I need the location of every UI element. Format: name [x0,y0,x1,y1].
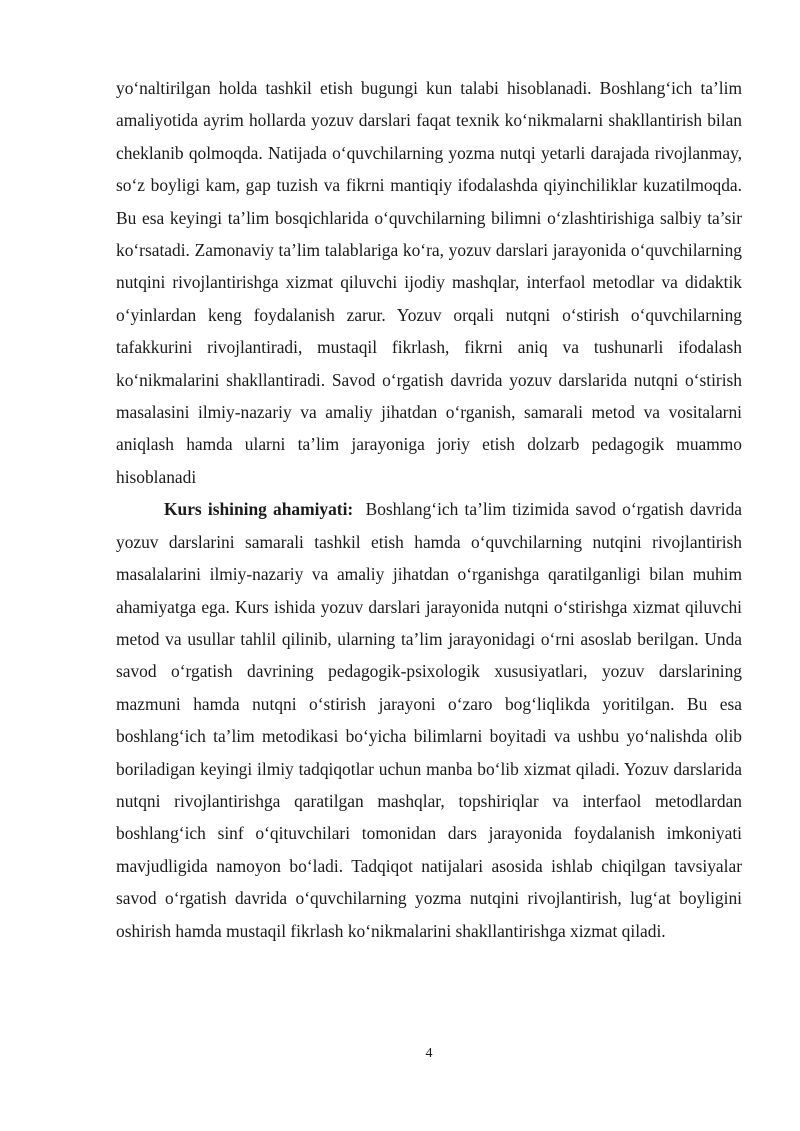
document-body [116,72,742,947]
section-paragraph-text: Boshlang‘ich ta’lim tizimida savod o‘rgatish davrida yozuv darslarini samarali tashkil etish hamda o‘quvchilarning nutqini rivojlantirish masalalarini ilmiy-nazariy va amaliy jihatdan o‘rganishga qaratilganligi bilan muhim ahamiyatga ega. Kurs ishida yozuv darslari jarayonida nutqni o‘stirishga xizmat qiluvchi metod va usullar tahlil qilinib, ularning ta’lim jarayonidagi o‘rni asoslab berilgan. Unda savod o‘rgatish davrining pedagogik-psixologik xususiyatlari, yozuv darslarining mazmuni hamda nutqni o‘stirish jarayoni o‘zaro bog‘liqlikda yoritilgan. Bu esa boshlang‘ich ta’lim metodikasi bo‘yicha bilimlarni boyitadi va ushbu yo‘nalishda olib boriladigan keyingi ilmiy tadqiqotlar uchun manba bo‘lib xizmat qiladi. Yozuv darslarida nutqni rivojlantirishga qaratilgan mashqlar, topshiriqlar va interfaol metodlardan boshlang‘ich sinf o‘qituvchilari tomonidan dars jarayonida foydalanish imkoniyati mavjudligida namoyon bo‘ladi. Tadqiqot natijalari asosida ishlab chiqilgan tavsiyalar savod o‘rgatish davrida o‘quvchilarning yozma nutqini rivojlantirish, lug‘at boyligini oshirish hamda mustaqil fikrlash ko‘nikmalarini shakllantirishga xizmat qiladi. [116,499,742,941]
body-paragraph-2 [116,493,742,947]
page-number: 4 [425,1046,433,1061]
body-paragraph-1: yo‘naltirilgan holda tashkil etish bugungi kun talabi hisoblanadi. Boshlang‘ich ta’lim amaliyotida ayrim hollarda yozuv darslari faqat texnik ko‘nikmalarni shakllantirish bilan cheklanib qolmoqda. Natijada o‘quvchilarning yozma nutqi yetarli darajada rivojlanmay, so‘z boyligi kam, gap tuzish va fikrni mantiqiy ifodalashda qiyinchiliklar kuzatilmoqda. Bu esa keyingi ta’lim bosqichlarida o‘quvchilarning bilimni o‘zlashtirishiga salbiy ta’sir ko‘rsatadi. Zamonaviy ta’lim talablariga ko‘ra, yozuv darslari jarayonida o‘quvchilarning nutqini rivojlantirishga xizmat qiluvchi ijodiy mashqlar, interfaol metodlar va didaktik o‘yinlardan keng foydalanish zarur. Yozuv orqali nutqni o‘stirish o‘quvchilarning tafakkurini rivojlantiradi, mustaqil fikrlash, fikrni aniq va tushunarli ifodalash ko‘nikmalarini shakllantiradi. Savod o‘rgatish davrida yozuv darslarida nutqni o‘stirish masalasini ilmiy-nazariy va amaliy jihatdan o‘rganish, samarali metod va vositalarni aniqlash hamda ularni ta’lim jarayoniga joriy etish dolzarb pedagogik muammo hisoblanadi [116,78,742,487]
section-heading: Kurs ishining ahamiyati: [164,499,354,520]
